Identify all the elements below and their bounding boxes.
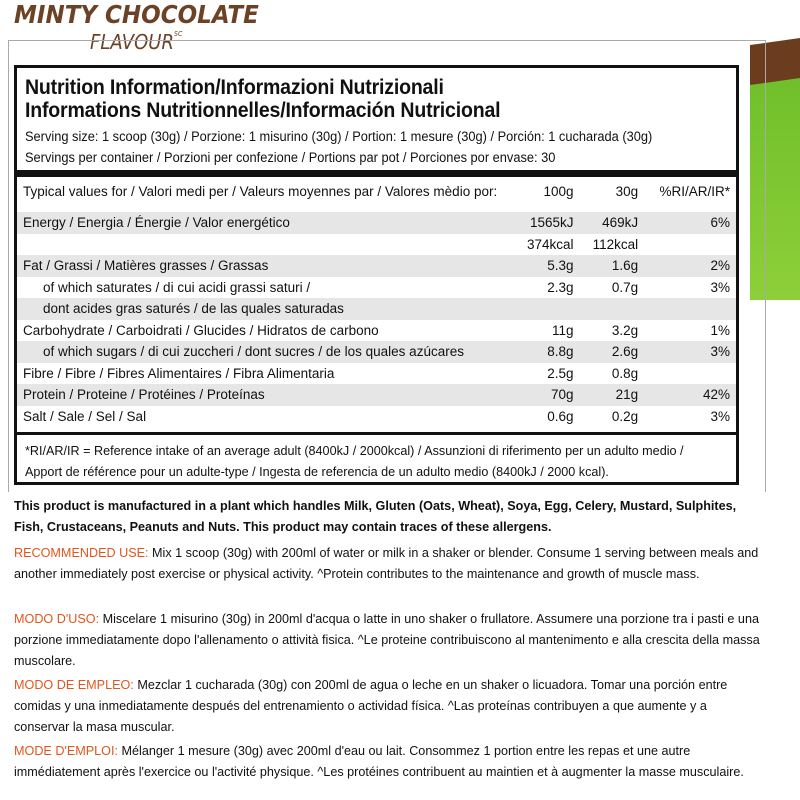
value-per-100g: 8.8g <box>503 341 579 363</box>
value-reference-intake <box>644 234 736 256</box>
serving-size: Serving size: 1 scoop (30g) / Porzione: 1 misurino (30g) / Portion: 1 mesure (30g) / Porción: 1 cucharada (30g) <box>25 129 653 144</box>
nutrient-label: Energy / Energia / Énergie / Valor energético <box>17 212 503 234</box>
value-per-30g <box>580 298 645 320</box>
ri-footnote: *RI/AR/IR = Reference intake of an average adult (8400kJ / 2000kcal) / Assunzioni di riferimento per un adulto medio / Apport de référence pour un adulte-type / Ingesta de referencia de un adulto medio (8400kJ / 2000 kcal). <box>25 443 684 479</box>
header-ri: %RI/AR/IR* <box>659 183 730 199</box>
value-reference-intake <box>644 363 736 385</box>
table-row <box>17 406 736 428</box>
value-per-30g: 469kJ <box>580 212 645 234</box>
table-row <box>17 234 736 256</box>
value-reference-intake: 3% <box>644 341 736 363</box>
value-reference-intake: 1% <box>710 322 730 338</box>
value-per-30g: 3.2g <box>611 322 639 338</box>
nutrition-panel <box>14 65 739 485</box>
value-per-30g: 21g <box>580 384 645 406</box>
nutrient-label: of which sugars / di cui zuccheri / dont sucres / de los quales azúcares <box>17 341 503 363</box>
divider-thick <box>17 170 736 177</box>
usage-label: MODO D'USO: <box>14 611 100 626</box>
value-per-100g: 5.3g <box>503 255 579 277</box>
nutrition-table <box>17 178 736 427</box>
value-per-30g: 112kcal <box>592 236 639 252</box>
header-100g: 100g <box>543 183 574 199</box>
table-row <box>17 298 736 320</box>
usage-text: Miscelare 1 misurino (30g) in 200ml d'acqua o latte in uno shaker o frullatore. Assumere una porzione tra i pasti e una porzione immediatamente dopo l'allenamento o attività fisica. ^Le proteine contribuiscono al mantenimento e alla crescita della massa muscolare. <box>14 611 760 668</box>
table-row <box>17 363 736 385</box>
usage-label: MODE D'EMPLOI: <box>14 743 119 758</box>
nutrient-label: dont acides gras saturés / de las quales saturadas <box>17 298 503 320</box>
value-reference-intake: 2% <box>644 255 736 277</box>
header-typical-values: Typical values for / Valori medi per / Valeurs moyennes par / Valores mèdio por: <box>23 183 498 199</box>
value-per-100g: 2.3g <box>547 279 574 295</box>
nutrient-label: Fibre / Fibre / Fibres Alimentaires / Fibra Alimentaria <box>23 365 335 381</box>
table-row <box>17 212 736 234</box>
header-30g: 30g <box>615 183 639 199</box>
divider-footnote <box>17 432 736 435</box>
value-per-30g: 0.2g <box>611 408 639 424</box>
value-reference-intake: 6% <box>644 212 736 234</box>
value-per-100g: 2.5g <box>547 365 574 381</box>
nutrient-label: Carbohydrate / Carboidrati / Glucides / Hidratos de carbono <box>23 322 379 338</box>
value-per-100g: 11g <box>552 322 574 338</box>
nutrient-label: Salt / Sale / Sel / Sal <box>23 408 147 424</box>
value-per-100g <box>503 298 579 320</box>
usage-label: MODO DE EMPLEO: <box>14 677 134 692</box>
value-per-30g: 0.7g <box>611 279 639 295</box>
usage-text: Mix 1 scoop (30g) with 200ml of water or milk in a shaker or blender. Consume 1 serving between meals and another immediately post exercise or physical activity. ^Protein contributes to the maintenance and growth of muscle mass. <box>14 545 759 581</box>
table-row <box>17 320 736 342</box>
nutrient-label: of which saturates / di cui acidi grassi saturi / <box>43 279 311 295</box>
usage-text: Mélanger 1 mesure (30g) avec 200ml d'eau ou lait. Consommez 1 portion entre les repas et une autre immédiatement après l'exercice ou l'activité physique. ^Les protéines contribuent au maintien et à augmenter la masse musculaire. <box>14 743 744 779</box>
allergen-notice: This product is manufactured in a plant which handles Milk, Gluten (Oats, Wheat), Soya, Egg, Celery, Mustard, Sulphites, Fish, Crustaceans, Peanuts and Nuts. This product may contain traces of these allergens. <box>14 498 737 534</box>
value-reference-intake: 42% <box>644 384 736 406</box>
usage-spanish <box>14 674 761 737</box>
value-per-30g: 1.6g <box>580 255 645 277</box>
value-per-30g: 0.8g <box>611 365 639 381</box>
flavour-mark: SC <box>173 30 183 38</box>
value-per-100g: 1565kJ <box>503 212 579 234</box>
usage-italian <box>14 608 761 671</box>
value-reference-intake: 3% <box>710 279 730 295</box>
value-reference-intake: 3% <box>710 408 730 424</box>
usage-french <box>14 740 761 782</box>
usage-label: RECOMMENDED USE: <box>14 545 149 560</box>
value-reference-intake <box>644 298 736 320</box>
value-per-30g: 2.6g <box>580 341 645 363</box>
flavour-name: MINTY CHOCOLATE <box>14 0 259 29</box>
nutrient-label <box>17 234 503 256</box>
usage-text: Mezclar 1 cucharada (30g) con 200ml de agua o leche en un shaker o licuadora. Tomar una porción entre comidas y una inmediatamente después del entrenamiento o actividad física. ^Las proteínas contribuyen a que aumente y a conservar la masa muscular. <box>14 677 728 734</box>
nutrient-label: Protein / Proteine / Protéines / Proteínas <box>17 384 503 406</box>
nutrient-label: Fat / Grassi / Matières grasses / Grassas <box>17 255 503 277</box>
panel-title-line1: Nutrition Information/Informazioni Nutrizionali <box>25 76 444 99</box>
table-gap <box>17 204 736 212</box>
table-row <box>17 384 736 406</box>
table-row <box>17 277 736 299</box>
table-header-row <box>17 178 736 204</box>
value-per-100g: 0.6g <box>547 408 574 424</box>
panel-title-line2: Informations Nutritionnelles/Información Nutricional <box>25 99 501 122</box>
flavour-label-text: FLAVOUR <box>90 30 174 54</box>
servings-per-container: Servings per container / Porzioni per confezione / Portions par pot / Porciones por envase: 30 <box>25 150 556 165</box>
value-per-100g: 70g <box>503 384 579 406</box>
table-row <box>17 341 736 363</box>
value-per-100g: 374kcal <box>527 236 574 252</box>
usage-english <box>14 542 761 584</box>
table-row <box>17 255 736 277</box>
